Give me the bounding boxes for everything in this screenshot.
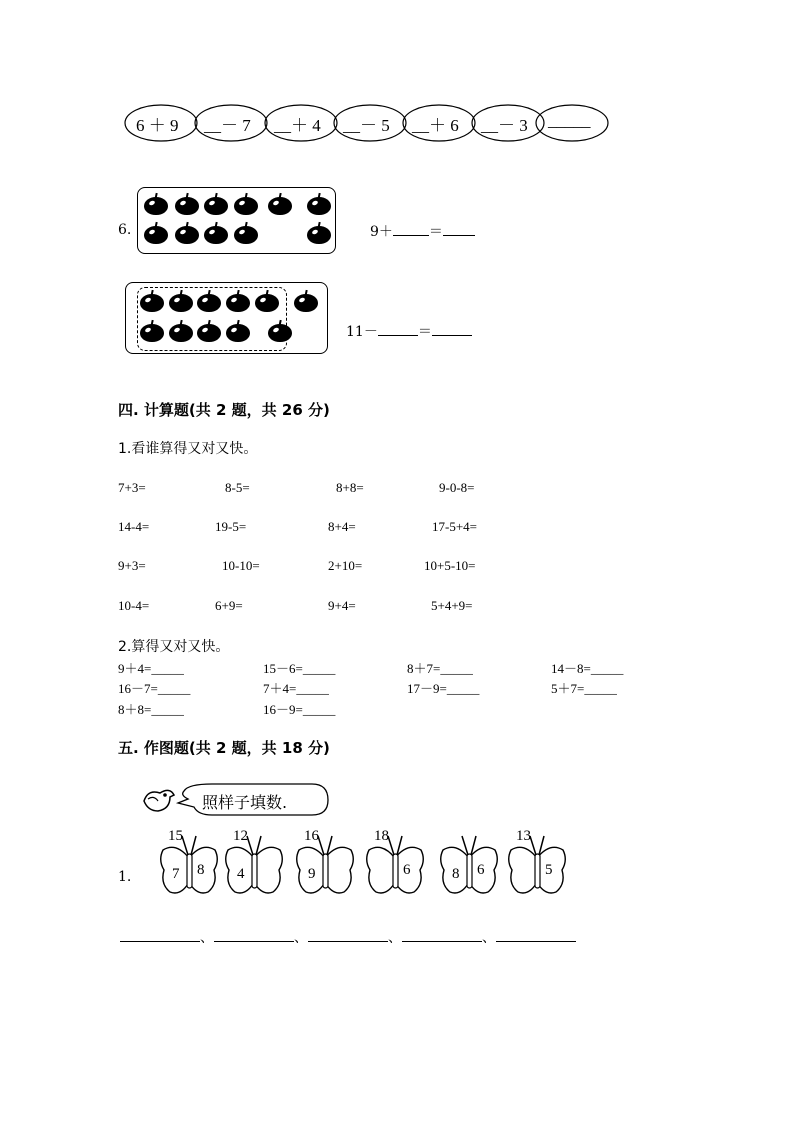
apple-icon (175, 193, 199, 215)
equation-2 (346, 321, 472, 341)
butterfly (294, 828, 356, 900)
apple-icon (144, 222, 168, 244)
apple-icon (204, 193, 228, 215)
apple-icon (169, 320, 193, 342)
apple-icon (307, 193, 331, 215)
math-cell: 16－7=_____ (118, 681, 191, 696)
apple-icon (255, 290, 279, 312)
butterfly-left-number: 7 (172, 866, 180, 882)
answer-blank[interactable] (402, 929, 482, 942)
butterfly-right-number: 6 (403, 862, 411, 878)
butterfly-top-number: 13 (516, 828, 531, 844)
question-number: 6. (118, 222, 132, 238)
math-cell: 19-5= (215, 519, 247, 534)
math-cell: 16－9=_____ (263, 702, 336, 717)
answer-blank[interactable] (393, 223, 429, 236)
answer-blank[interactable] (120, 929, 200, 942)
math-cell: 8＋7=_____ (407, 661, 473, 676)
butterfly (158, 828, 220, 900)
bubble-text: 照样子填数. (202, 793, 288, 812)
separator: 、 (200, 930, 214, 946)
chain-item: __＋ 4 (274, 116, 321, 135)
math-cell: 8＋8=_____ (118, 702, 184, 717)
math-cell: 2+10= (328, 558, 363, 573)
answer-blank[interactable] (496, 929, 576, 942)
apple-icon (175, 222, 199, 244)
math-cell: 9＋4=_____ (118, 661, 184, 676)
section-4-title: 四. 计算题(共 2 题，共 26 分) (118, 401, 330, 419)
eq2-mid: ＝ (417, 324, 432, 340)
apple-icon (226, 320, 250, 342)
chain-item: __＋ 6 (412, 116, 459, 135)
chain-item: _____ (548, 111, 591, 130)
section-4-q2-title: 2.算得又对又快。 (118, 639, 230, 655)
butterfly (506, 828, 568, 900)
math-cell: 8-5= (225, 480, 250, 495)
chain-item: __－ 5 (343, 116, 390, 135)
chain-item: 6 ＋ 9 (136, 116, 179, 135)
answer-blank[interactable] (443, 223, 475, 236)
butterfly-top-number: 16 (304, 828, 319, 844)
operation-chain (124, 103, 614, 145)
apple-icon (307, 222, 331, 244)
math-cell: 8+4= (328, 519, 356, 534)
apple-icon (140, 290, 164, 312)
math-cell: 14－8=_____ (551, 661, 624, 676)
apple-icon (197, 320, 221, 342)
math-cell: 7+3= (118, 480, 146, 495)
butterfly-left-number: 9 (308, 866, 316, 882)
apple-icon (294, 290, 318, 312)
apple-icon (169, 290, 193, 312)
math-cell: 5+4+9= (431, 598, 473, 613)
apple-icon (226, 290, 250, 312)
math-cell: 6+9= (215, 598, 243, 613)
equation-1 (370, 221, 475, 241)
butterfly (223, 828, 285, 900)
chain-item: __－ 7 (204, 116, 251, 135)
separator: 、 (294, 930, 308, 946)
math-cell: 10+5-10= (424, 558, 476, 573)
answer-line (120, 927, 576, 947)
butterfly (438, 828, 500, 900)
separator: 、 (482, 930, 496, 946)
apple-icon (204, 222, 228, 244)
math-cell: 17－9=_____ (407, 681, 480, 696)
separator: 、 (388, 930, 402, 946)
eq1-mid: ＝ (428, 224, 443, 240)
math-cell: 7＋4=_____ (263, 681, 329, 696)
apple-icon (144, 193, 168, 215)
answer-blank[interactable] (214, 929, 294, 942)
apple-box-2 (125, 282, 328, 354)
apple-icon (268, 193, 292, 215)
math-cell: 8+8= (336, 480, 364, 495)
section-4-q1-title: 1.看谁算得又对又快。 (118, 441, 258, 457)
eq1-prefix: 9＋ (370, 224, 393, 240)
apple-icon (268, 320, 292, 342)
apple-icon (197, 290, 221, 312)
butterfly-figure (136, 773, 576, 905)
math-cell: 17-5+4= (432, 519, 477, 534)
butterfly-top-number: 18 (374, 828, 389, 844)
math-cell: 10-4= (118, 598, 150, 613)
math-cell: 5＋7=_____ (551, 681, 617, 696)
math-cell: 9+3= (118, 558, 146, 573)
butterfly-right-number: 5 (545, 862, 553, 878)
butterfly-left-number: 4 (237, 866, 245, 882)
butterfly-right-number: 6 (477, 862, 485, 878)
question-number: 1. (118, 869, 132, 885)
answer-blank[interactable] (308, 929, 388, 942)
apple-icon (234, 222, 258, 244)
math-cell: 15－6=_____ (263, 661, 336, 676)
apple-box-1 (137, 187, 336, 254)
math-cell: 14-4= (118, 519, 150, 534)
butterfly-top-number: 12 (233, 828, 248, 844)
butterfly-left-number: 8 (452, 866, 460, 882)
answer-blank[interactable] (378, 323, 418, 336)
butterfly-top-number: 15 (168, 828, 183, 844)
eq2-prefix: 11－ (346, 324, 378, 340)
chain-item: __－ 3 (481, 116, 528, 135)
section-5-title: 五. 作图题(共 2 题，共 18 分) (118, 739, 330, 757)
math-cell: 9+4= (328, 598, 356, 613)
math-cell: 10-10= (222, 558, 260, 573)
butterfly-icon (438, 828, 500, 900)
math-cell: 9-0-8= (439, 480, 475, 495)
apple-icon (140, 320, 164, 342)
butterfly-right-number: 8 (197, 862, 205, 878)
answer-blank[interactable] (432, 323, 472, 336)
apple-icon (234, 193, 258, 215)
butterfly (364, 828, 426, 900)
